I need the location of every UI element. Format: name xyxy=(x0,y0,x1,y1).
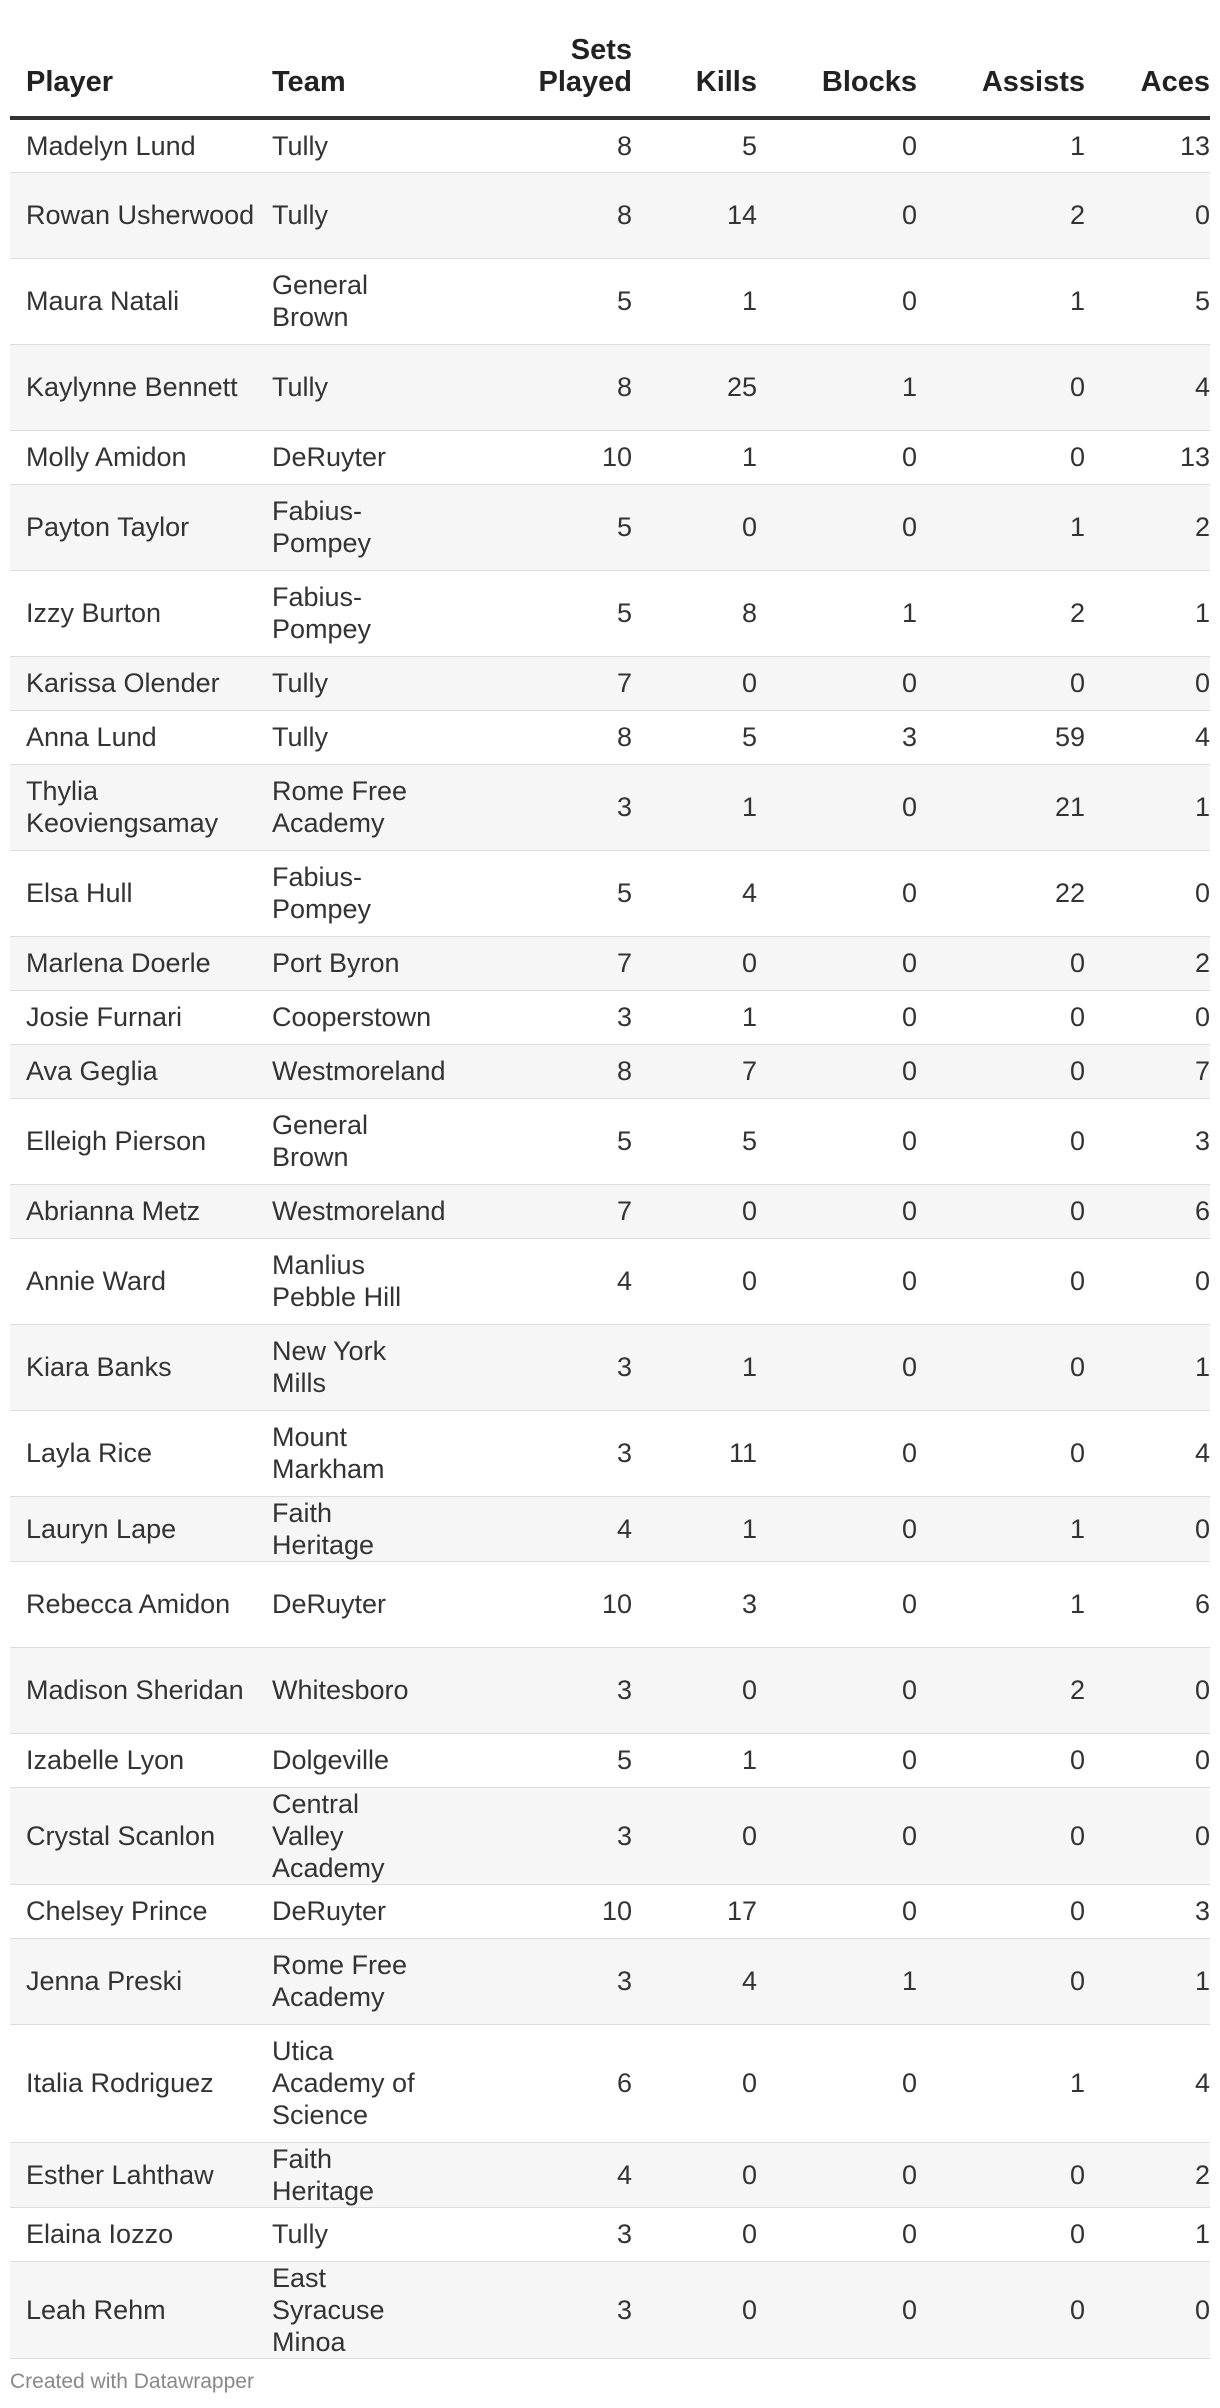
cell-aces: 2 xyxy=(1085,484,1210,570)
cell-blocks: 1 xyxy=(757,1938,917,2024)
cell-assists: 1 xyxy=(917,1496,1085,1561)
cell-kills: 8 xyxy=(632,570,757,656)
cell-blocks: 0 xyxy=(757,1238,917,1324)
table-row xyxy=(10,1884,1210,1938)
cell-aces: 7 xyxy=(1085,1044,1210,1098)
table-row xyxy=(10,1733,1210,1787)
table-row xyxy=(10,258,1210,344)
cell-sets-played: 4 xyxy=(462,1496,632,1561)
column-header-blocks[interactable]: Blocks xyxy=(757,0,917,118)
cell-sets-played: 8 xyxy=(462,1044,632,1098)
cell-team: Tully xyxy=(272,710,462,764)
cell-sets-played: 5 xyxy=(462,570,632,656)
cell-player: Crystal Scanlon xyxy=(10,1787,272,1884)
cell-kills: 5 xyxy=(632,1098,757,1184)
cell-player: Leah Rehm xyxy=(10,2261,272,2358)
cell-aces: 5 xyxy=(1085,258,1210,344)
cell-assists: 2 xyxy=(917,172,1085,258)
cell-player: Izabelle Lyon xyxy=(10,1733,272,1787)
cell-sets-played: 8 xyxy=(462,118,632,172)
table-header-row xyxy=(10,0,1210,118)
cell-aces: 3 xyxy=(1085,1098,1210,1184)
cell-team: New York Mills xyxy=(272,1324,462,1410)
cell-sets-played: 5 xyxy=(462,850,632,936)
cell-team: Rome Free Academy xyxy=(272,764,462,850)
cell-aces: 4 xyxy=(1085,1410,1210,1496)
cell-blocks: 0 xyxy=(757,850,917,936)
cell-team: East Syracuse Minoa xyxy=(272,2261,462,2358)
player-stats-table xyxy=(10,0,1210,2359)
cell-player: Josie Furnari xyxy=(10,990,272,1044)
cell-player: Elleigh Pierson xyxy=(10,1098,272,1184)
cell-aces: 4 xyxy=(1085,2024,1210,2142)
column-header-team[interactable]: Team xyxy=(272,0,462,118)
cell-blocks: 0 xyxy=(757,2024,917,2142)
cell-team: Fabius-Pompey xyxy=(272,570,462,656)
cell-sets-played: 3 xyxy=(462,764,632,850)
cell-assists: 1 xyxy=(917,2024,1085,2142)
table-row xyxy=(10,710,1210,764)
cell-sets-played: 3 xyxy=(462,1647,632,1733)
table-row xyxy=(10,656,1210,710)
cell-assists: 0 xyxy=(917,990,1085,1044)
cell-blocks: 0 xyxy=(757,990,917,1044)
cell-kills: 7 xyxy=(632,1044,757,1098)
cell-assists: 0 xyxy=(917,1098,1085,1184)
cell-kills: 5 xyxy=(632,118,757,172)
cell-player: Karissa Olender xyxy=(10,656,272,710)
cell-sets-played: 5 xyxy=(462,1733,632,1787)
table-row xyxy=(10,936,1210,990)
cell-player: Layla Rice xyxy=(10,1410,272,1496)
cell-assists: 1 xyxy=(917,118,1085,172)
cell-sets-played: 10 xyxy=(462,1561,632,1647)
cell-assists: 0 xyxy=(917,1938,1085,2024)
cell-kills: 25 xyxy=(632,344,757,430)
cell-kills: 1 xyxy=(632,990,757,1044)
cell-player: Thylia Keoviengsamay xyxy=(10,764,272,850)
cell-kills: 0 xyxy=(632,656,757,710)
cell-aces: 13 xyxy=(1085,430,1210,484)
table-body xyxy=(10,118,1210,2358)
cell-sets-played: 8 xyxy=(462,172,632,258)
cell-assists: 0 xyxy=(917,430,1085,484)
table-row xyxy=(10,2207,1210,2261)
cell-kills: 5 xyxy=(632,710,757,764)
cell-team: Manlius Pebble Hill xyxy=(272,1238,462,1324)
cell-blocks: 0 xyxy=(757,1733,917,1787)
cell-blocks: 0 xyxy=(757,1647,917,1733)
cell-team: Mount Markham xyxy=(272,1410,462,1496)
table-row xyxy=(10,1098,1210,1184)
cell-kills: 0 xyxy=(632,2207,757,2261)
cell-team: Whitesboro xyxy=(272,1647,462,1733)
cell-player: Jenna Preski xyxy=(10,1938,272,2024)
cell-player: Annie Ward xyxy=(10,1238,272,1324)
cell-team: Tully xyxy=(272,656,462,710)
cell-blocks: 0 xyxy=(757,118,917,172)
table-row xyxy=(10,1238,1210,1324)
cell-sets-played: 5 xyxy=(462,258,632,344)
cell-sets-played: 7 xyxy=(462,936,632,990)
cell-aces: 2 xyxy=(1085,936,1210,990)
cell-aces: 0 xyxy=(1085,172,1210,258)
cell-kills: 17 xyxy=(632,1884,757,1938)
cell-team: DeRuyter xyxy=(272,430,462,484)
cell-aces: 13 xyxy=(1085,118,1210,172)
table-row xyxy=(10,764,1210,850)
cell-aces: 4 xyxy=(1085,344,1210,430)
table-row xyxy=(10,118,1210,172)
table-row xyxy=(10,990,1210,1044)
cell-sets-played: 3 xyxy=(462,1938,632,2024)
cell-sets-played: 4 xyxy=(462,1238,632,1324)
cell-aces: 6 xyxy=(1085,1561,1210,1647)
column-header-sets-played[interactable] xyxy=(462,0,632,118)
table-row xyxy=(10,1324,1210,1410)
cell-player: Anna Lund xyxy=(10,710,272,764)
cell-kills: 0 xyxy=(632,2024,757,2142)
cell-kills: 0 xyxy=(632,484,757,570)
cell-blocks: 0 xyxy=(757,1787,917,1884)
cell-aces: 3 xyxy=(1085,1884,1210,1938)
cell-kills: 1 xyxy=(632,258,757,344)
cell-aces: 0 xyxy=(1085,850,1210,936)
cell-assists: 21 xyxy=(917,764,1085,850)
cell-assists: 0 xyxy=(917,1884,1085,1938)
cell-kills: 14 xyxy=(632,172,757,258)
datawrapper-credit[interactable]: Created with Datawrapper xyxy=(10,2370,254,2393)
table-row xyxy=(10,1938,1210,2024)
cell-assists: 2 xyxy=(917,1647,1085,1733)
cell-player: Kaylynne Bennett xyxy=(10,344,272,430)
cell-blocks: 0 xyxy=(757,258,917,344)
cell-blocks: 0 xyxy=(757,1884,917,1938)
cell-player: Elaina Iozzo xyxy=(10,2207,272,2261)
cell-kills: 4 xyxy=(632,1938,757,2024)
cell-player: Maura Natali xyxy=(10,258,272,344)
cell-assists: 0 xyxy=(917,1787,1085,1884)
cell-player: Chelsey Prince xyxy=(10,1884,272,1938)
cell-player: Ava Geglia xyxy=(10,1044,272,1098)
cell-blocks: 0 xyxy=(757,2207,917,2261)
column-header-kills[interactable]: Kills xyxy=(632,0,757,118)
cell-team: Central Valley Academy xyxy=(272,1787,462,1884)
cell-assists: 22 xyxy=(917,850,1085,936)
cell-blocks: 0 xyxy=(757,2142,917,2207)
cell-assists: 0 xyxy=(917,1184,1085,1238)
table-row xyxy=(10,1496,1210,1561)
table-row xyxy=(10,484,1210,570)
cell-sets-played: 10 xyxy=(462,1884,632,1938)
table-row xyxy=(10,850,1210,936)
cell-player: Kiara Banks xyxy=(10,1324,272,1410)
cell-blocks: 0 xyxy=(757,1098,917,1184)
cell-sets-played: 5 xyxy=(462,1098,632,1184)
cell-team: Fabius-Pompey xyxy=(272,484,462,570)
cell-assists: 0 xyxy=(917,936,1085,990)
cell-blocks: 0 xyxy=(757,1496,917,1561)
cell-blocks: 0 xyxy=(757,1184,917,1238)
cell-team: Faith Heritage xyxy=(272,2142,462,2207)
cell-blocks: 0 xyxy=(757,656,917,710)
cell-blocks: 0 xyxy=(757,2261,917,2358)
cell-blocks: 0 xyxy=(757,430,917,484)
cell-kills: 11 xyxy=(632,1410,757,1496)
cell-aces: 1 xyxy=(1085,1324,1210,1410)
column-header-player[interactable]: Player xyxy=(10,0,272,118)
table-row xyxy=(10,1647,1210,1733)
cell-kills: 4 xyxy=(632,850,757,936)
cell-assists: 0 xyxy=(917,2207,1085,2261)
cell-team: Tully xyxy=(272,172,462,258)
column-header-sets-played-label: Sets Played xyxy=(538,34,632,98)
cell-assists: 0 xyxy=(917,1044,1085,1098)
cell-sets-played: 3 xyxy=(462,1324,632,1410)
cell-team: Dolgeville xyxy=(272,1733,462,1787)
cell-sets-played: 6 xyxy=(462,2024,632,2142)
table-row xyxy=(10,430,1210,484)
cell-team: Rome Free Academy xyxy=(272,1938,462,2024)
cell-player: Elsa Hull xyxy=(10,850,272,936)
cell-blocks: 0 xyxy=(757,484,917,570)
cell-assists: 0 xyxy=(917,1410,1085,1496)
cell-assists: 1 xyxy=(917,1561,1085,1647)
cell-aces: 1 xyxy=(1085,570,1210,656)
cell-player: Marlena Doerle xyxy=(10,936,272,990)
cell-player: Madison Sheridan xyxy=(10,1647,272,1733)
cell-player: Rebecca Amidon xyxy=(10,1561,272,1647)
cell-assists: 0 xyxy=(917,1733,1085,1787)
cell-assists: 59 xyxy=(917,710,1085,764)
cell-assists: 0 xyxy=(917,2142,1085,2207)
cell-blocks: 0 xyxy=(757,764,917,850)
cell-aces: 1 xyxy=(1085,1938,1210,2024)
cell-team: Port Byron xyxy=(272,936,462,990)
cell-sets-played: 7 xyxy=(462,656,632,710)
cell-player: Esther Lahthaw xyxy=(10,2142,272,2207)
cell-team: Cooperstown xyxy=(272,990,462,1044)
cell-assists: 1 xyxy=(917,484,1085,570)
cell-player: Italia Rodriguez xyxy=(10,2024,272,2142)
cell-player: Payton Taylor xyxy=(10,484,272,570)
cell-blocks: 1 xyxy=(757,570,917,656)
cell-blocks: 3 xyxy=(757,710,917,764)
cell-blocks: 0 xyxy=(757,1410,917,1496)
cell-sets-played: 3 xyxy=(462,2261,632,2358)
column-header-aces[interactable]: Aces xyxy=(1085,0,1210,118)
cell-sets-played: 8 xyxy=(462,710,632,764)
table-row xyxy=(10,2024,1210,2142)
cell-aces: 0 xyxy=(1085,1496,1210,1561)
cell-player: Molly Amidon xyxy=(10,430,272,484)
cell-aces: 0 xyxy=(1085,990,1210,1044)
table-row xyxy=(10,2142,1210,2207)
cell-aces: 0 xyxy=(1085,2261,1210,2358)
cell-player: Abrianna Metz xyxy=(10,1184,272,1238)
cell-blocks: 0 xyxy=(757,1561,917,1647)
cell-kills: 0 xyxy=(632,1647,757,1733)
cell-blocks: 0 xyxy=(757,1044,917,1098)
cell-aces: 0 xyxy=(1085,656,1210,710)
cell-team: Tully xyxy=(272,2207,462,2261)
cell-assists: 0 xyxy=(917,656,1085,710)
cell-player: Izzy Burton xyxy=(10,570,272,656)
cell-team: DeRuyter xyxy=(272,1884,462,1938)
cell-kills: 0 xyxy=(632,2261,757,2358)
cell-aces: 1 xyxy=(1085,2207,1210,2261)
cell-assists: 0 xyxy=(917,2261,1085,2358)
table-row xyxy=(10,344,1210,430)
cell-sets-played: 4 xyxy=(462,2142,632,2207)
table-row xyxy=(10,2261,1210,2358)
cell-player: Rowan Usherwood xyxy=(10,172,272,258)
table-row xyxy=(10,1044,1210,1098)
cell-kills: 0 xyxy=(632,1184,757,1238)
table-row xyxy=(10,570,1210,656)
cell-assists: 0 xyxy=(917,1238,1085,1324)
column-header-assists[interactable]: Assists xyxy=(917,0,1085,118)
cell-blocks: 0 xyxy=(757,172,917,258)
cell-kills: 1 xyxy=(632,1733,757,1787)
cell-blocks: 1 xyxy=(757,344,917,430)
table-row xyxy=(10,1787,1210,1884)
cell-sets-played: 7 xyxy=(462,1184,632,1238)
cell-player: Lauryn Lape xyxy=(10,1496,272,1561)
cell-sets-played: 10 xyxy=(462,430,632,484)
cell-aces: 1 xyxy=(1085,764,1210,850)
cell-team: Westmoreland xyxy=(272,1184,462,1238)
cell-assists: 0 xyxy=(917,1324,1085,1410)
table-row xyxy=(10,172,1210,258)
cell-kills: 1 xyxy=(632,764,757,850)
cell-team: Westmoreland xyxy=(272,1044,462,1098)
cell-team: General Brown xyxy=(272,1098,462,1184)
cell-team: General Brown xyxy=(272,258,462,344)
cell-team: DeRuyter xyxy=(272,1561,462,1647)
cell-aces: 0 xyxy=(1085,1787,1210,1884)
cell-aces: 0 xyxy=(1085,1733,1210,1787)
cell-player: Madelyn Lund xyxy=(10,118,272,172)
cell-sets-played: 5 xyxy=(462,484,632,570)
cell-kills: 0 xyxy=(632,1787,757,1884)
table-row xyxy=(10,1561,1210,1647)
cell-aces: 6 xyxy=(1085,1184,1210,1238)
cell-kills: 0 xyxy=(632,1238,757,1324)
cell-kills: 0 xyxy=(632,2142,757,2207)
cell-assists: 2 xyxy=(917,570,1085,656)
cell-sets-played: 3 xyxy=(462,990,632,1044)
table-row xyxy=(10,1184,1210,1238)
table-row xyxy=(10,1410,1210,1496)
cell-aces: 0 xyxy=(1085,1647,1210,1733)
cell-sets-played: 3 xyxy=(462,2207,632,2261)
cell-blocks: 0 xyxy=(757,936,917,990)
cell-team: Utica Academy of Science xyxy=(272,2024,462,2142)
cell-aces: 4 xyxy=(1085,710,1210,764)
cell-team: Fabius-Pompey xyxy=(272,850,462,936)
cell-aces: 0 xyxy=(1085,1238,1210,1324)
cell-kills: 1 xyxy=(632,1324,757,1410)
cell-blocks: 0 xyxy=(757,1324,917,1410)
cell-assists: 1 xyxy=(917,258,1085,344)
cell-team: Faith Heritage xyxy=(272,1496,462,1561)
cell-team: Tully xyxy=(272,344,462,430)
cell-aces: 2 xyxy=(1085,2142,1210,2207)
cell-team: Tully xyxy=(272,118,462,172)
cell-kills: 1 xyxy=(632,430,757,484)
cell-kills: 1 xyxy=(632,1496,757,1561)
cell-assists: 0 xyxy=(917,344,1085,430)
cell-kills: 3 xyxy=(632,1561,757,1647)
cell-sets-played: 8 xyxy=(462,344,632,430)
cell-sets-played: 3 xyxy=(462,1787,632,1884)
stats-table-container xyxy=(10,0,1210,2359)
cell-kills: 0 xyxy=(632,936,757,990)
cell-sets-played: 3 xyxy=(462,1410,632,1496)
